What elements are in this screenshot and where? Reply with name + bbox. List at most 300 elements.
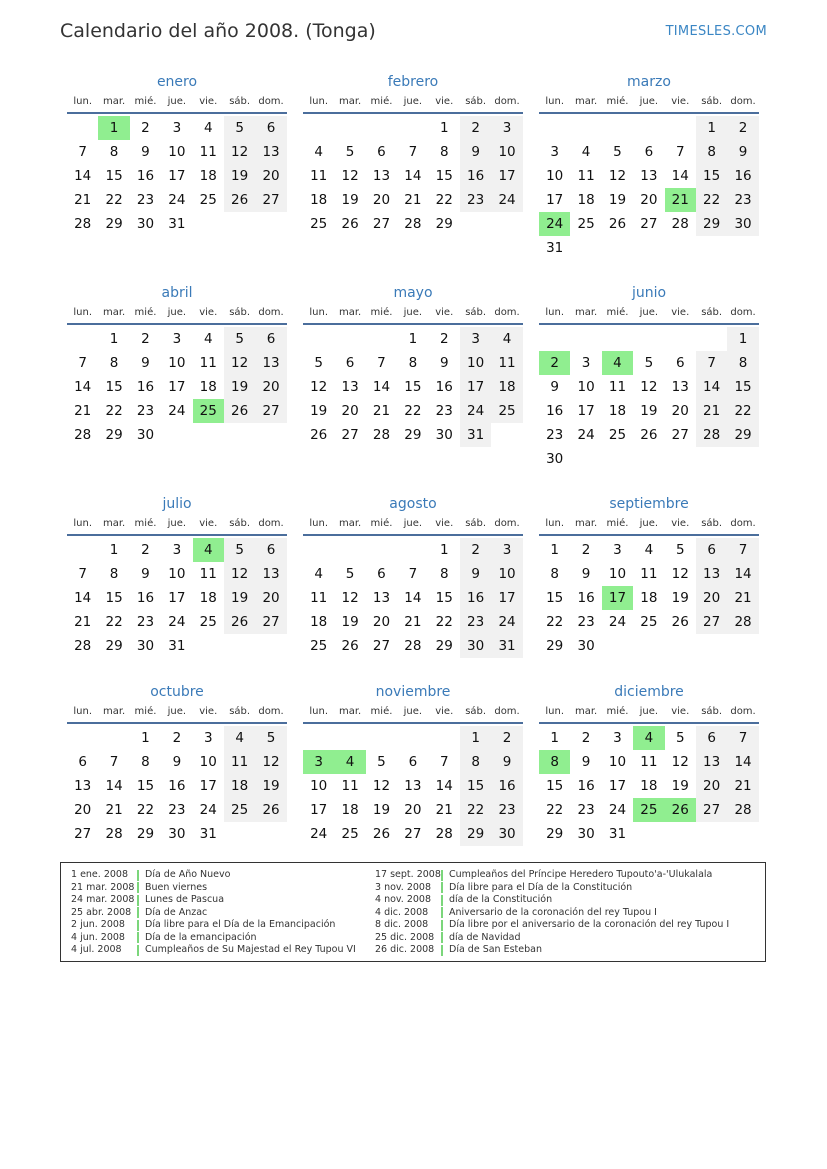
day-cell[interactable]: 26 [224,188,255,212]
day-cell[interactable]: 15 [546,590,564,606]
day-cell[interactable]: 16 [491,774,522,798]
day-cell[interactable]: 18 [341,802,359,818]
day-cell[interactable]: 9 [141,144,150,160]
day-cell[interactable]: 3 [203,730,213,746]
day-cell[interactable]: 1 [460,726,491,750]
day-cell[interactable]: 22 [460,798,491,822]
day-cell[interactable]: 18 [640,778,658,794]
day-cell[interactable]: 20 [671,403,689,419]
day-cell[interactable]: 16 [577,590,595,606]
day-cell[interactable]: 14 [74,590,92,606]
day-cell[interactable]: 16 [460,586,491,610]
day-cell[interactable]: 6 [255,538,286,562]
day-cell[interactable]: 24 [460,399,491,423]
day-cell[interactable]: 7 [377,355,386,371]
day-cell[interactable]: 14 [404,590,422,606]
day-cell[interactable]: 19 [341,192,359,208]
day-cell[interactable]: 18 [310,192,328,208]
day-cell[interactable]: 8 [727,351,758,375]
day-cell[interactable]: 16 [136,590,155,606]
day-cell[interactable]: 15 [727,375,758,399]
day-cell[interactable]: 22 [546,802,564,818]
day-cell[interactable]: 15 [435,590,453,606]
day-cell[interactable]: 19 [255,774,286,798]
day-cell[interactable]: 9 [172,754,182,770]
day-cell[interactable]: 21 [696,399,727,423]
day-cell[interactable]: 22 [136,802,155,818]
day-cell[interactable]: 6 [377,566,386,582]
day-cell[interactable]: 10 [310,778,328,794]
day-cell[interactable]: 15 [460,774,491,798]
holiday-day-cell[interactable]: 2 [539,351,570,375]
day-cell[interactable]: 30 [136,427,155,443]
day-cell[interactable]: 10 [577,379,595,395]
day-cell[interactable]: 15 [696,164,727,188]
day-cell[interactable]: 9 [439,355,449,371]
day-cell[interactable]: 18 [608,403,627,419]
day-cell[interactable]: 29 [105,427,123,443]
day-cell[interactable]: 18 [199,379,217,395]
day-cell[interactable]: 7 [78,355,87,371]
day-cell[interactable]: 26 [341,638,359,654]
day-cell[interactable]: 11 [577,168,595,184]
day-cell[interactable]: 24 [168,192,186,208]
day-cell[interactable]: 14 [727,750,758,774]
holiday-day-cell[interactable]: 1 [98,116,129,140]
day-cell[interactable]: 29 [546,826,564,842]
day-cell[interactable]: 30 [435,427,453,443]
day-cell[interactable]: 18 [640,590,658,606]
day-cell[interactable]: 23 [136,614,155,630]
holiday-day-cell[interactable]: 8 [539,750,570,774]
day-cell[interactable]: 23 [546,427,564,443]
holiday-day-cell[interactable]: 21 [665,188,696,212]
day-cell[interactable]: 6 [696,538,727,562]
day-cell[interactable]: 23 [491,798,522,822]
day-cell[interactable]: 18 [310,614,328,630]
day-cell[interactable]: 28 [404,216,422,232]
day-cell[interactable]: 25 [608,427,627,443]
day-cell[interactable]: 28 [105,826,123,842]
day-cell[interactable]: 29 [727,423,758,447]
day-cell[interactable]: 22 [105,192,123,208]
day-cell[interactable]: 10 [491,140,522,164]
day-cell[interactable]: 27 [404,826,422,842]
day-cell[interactable]: 6 [78,754,87,770]
day-cell[interactable]: 28 [404,638,422,654]
day-cell[interactable]: 18 [224,774,255,798]
day-cell[interactable]: 13 [255,140,286,164]
holiday-day-cell[interactable]: 25 [633,798,664,822]
day-cell[interactable]: 28 [727,798,758,822]
day-cell[interactable]: 23 [136,192,155,208]
day-cell[interactable]: 25 [224,798,255,822]
day-cell[interactable]: 11 [199,144,217,160]
day-cell[interactable]: 1 [141,730,150,746]
day-cell[interactable]: 30 [727,212,758,236]
day-cell[interactable]: 12 [608,168,627,184]
day-cell[interactable]: 2 [460,116,491,140]
day-cell[interactable]: 21 [74,614,92,630]
day-cell[interactable]: 8 [109,566,119,582]
day-cell[interactable]: 12 [224,351,255,375]
day-cell[interactable]: 1 [439,120,449,136]
day-cell[interactable]: 10 [546,168,564,184]
holiday-day-cell[interactable]: 4 [193,538,224,562]
day-cell[interactable]: 30 [577,638,595,654]
day-cell[interactable]: 27 [255,188,286,212]
day-cell[interactable]: 5 [644,355,654,371]
day-cell[interactable]: 27 [255,610,286,634]
day-cell[interactable]: 5 [613,144,622,160]
day-cell[interactable]: 30 [460,634,491,658]
day-cell[interactable]: 4 [581,144,591,160]
day-cell[interactable]: 12 [640,379,658,395]
day-cell[interactable]: 17 [491,164,522,188]
day-cell[interactable]: 19 [224,164,255,188]
day-cell[interactable]: 23 [168,802,186,818]
day-cell[interactable]: 8 [696,140,727,164]
day-cell[interactable]: 24 [608,802,627,818]
day-cell[interactable]: 15 [105,379,123,395]
day-cell[interactable]: 4 [203,120,213,136]
day-cell[interactable]: 12 [372,778,391,794]
day-cell[interactable]: 5 [345,566,355,582]
day-cell[interactable]: 20 [74,802,92,818]
day-cell[interactable]: 1 [727,327,758,351]
day-cell[interactable]: 13 [255,562,286,586]
day-cell[interactable]: 3 [460,327,491,351]
day-cell[interactable]: 11 [608,379,627,395]
day-cell[interactable]: 16 [136,379,155,395]
day-cell[interactable]: 8 [141,754,150,770]
day-cell[interactable]: 21 [372,403,391,419]
day-cell[interactable]: 10 [199,754,217,770]
day-cell[interactable]: 11 [640,754,658,770]
day-cell[interactable]: 31 [460,423,491,447]
day-cell[interactable]: 8 [109,355,119,371]
day-cell[interactable]: 27 [671,427,689,443]
day-cell[interactable]: 31 [199,826,217,842]
day-cell[interactable]: 19 [640,403,658,419]
day-cell[interactable]: 30 [546,451,564,467]
day-cell[interactable]: 25 [310,216,328,232]
holiday-day-cell[interactable]: 25 [193,399,224,423]
day-cell[interactable]: 15 [404,379,422,395]
day-cell[interactable]: 5 [345,144,355,160]
day-cell[interactable]: 9 [141,566,150,582]
day-cell[interactable]: 23 [577,614,595,630]
day-cell[interactable]: 10 [491,562,522,586]
day-cell[interactable]: 20 [640,192,658,208]
day-cell[interactable]: 7 [78,566,87,582]
day-cell[interactable]: 7 [439,754,449,770]
day-cell[interactable]: 27 [372,216,391,232]
day-cell[interactable]: 9 [550,379,559,395]
day-cell[interactable]: 6 [255,327,286,351]
day-cell[interactable]: 25 [199,192,217,208]
day-cell[interactable]: 29 [105,638,123,654]
day-cell[interactable]: 22 [546,614,564,630]
day-cell[interactable]: 17 [199,778,217,794]
day-cell[interactable]: 23 [577,802,595,818]
holiday-day-cell[interactable]: 4 [633,726,664,750]
day-cell[interactable]: 19 [224,586,255,610]
day-cell[interactable]: 21 [435,802,453,818]
day-cell[interactable]: 12 [341,168,359,184]
day-cell[interactable]: 5 [255,726,286,750]
day-cell[interactable]: 3 [613,730,622,746]
day-cell[interactable]: 20 [255,375,286,399]
day-cell[interactable]: 16 [435,379,453,395]
day-cell[interactable]: 25 [640,614,658,630]
day-cell[interactable]: 22 [435,192,453,208]
day-cell[interactable]: 21 [74,403,92,419]
day-cell[interactable]: 7 [408,566,418,582]
day-cell[interactable]: 1 [550,542,559,558]
day-cell[interactable]: 17 [546,192,564,208]
day-cell[interactable]: 9 [581,566,591,582]
day-cell[interactable]: 26 [640,427,658,443]
day-cell[interactable]: 26 [224,399,255,423]
day-cell[interactable]: 1 [408,331,418,347]
day-cell[interactable]: 26 [608,216,627,232]
day-cell[interactable]: 18 [199,168,217,184]
day-cell[interactable]: 27 [341,427,359,443]
day-cell[interactable]: 22 [105,614,123,630]
day-cell[interactable]: 15 [136,778,155,794]
day-cell[interactable]: 24 [168,403,186,419]
day-cell[interactable]: 14 [74,379,92,395]
day-cell[interactable]: 12 [310,379,328,395]
day-cell[interactable]: 18 [577,192,595,208]
day-cell[interactable]: 16 [546,403,564,419]
day-cell[interactable]: 8 [550,566,559,582]
day-cell[interactable]: 14 [404,168,422,184]
day-cell[interactable]: 24 [577,427,595,443]
day-cell[interactable]: 26 [372,826,391,842]
day-cell[interactable]: 23 [460,610,491,634]
day-cell[interactable]: 27 [74,826,92,842]
day-cell[interactable]: 5 [377,754,386,770]
day-cell[interactable]: 29 [136,826,155,842]
day-cell[interactable]: 15 [435,168,453,184]
day-cell[interactable]: 4 [491,327,522,351]
day-cell[interactable]: 23 [727,188,758,212]
day-cell[interactable]: 14 [372,379,391,395]
day-cell[interactable]: 28 [372,427,391,443]
day-cell[interactable]: 19 [341,614,359,630]
day-cell[interactable]: 28 [74,216,92,232]
day-cell[interactable]: 7 [408,144,418,160]
day-cell[interactable]: 11 [640,566,658,582]
day-cell[interactable]: 3 [491,116,522,140]
holiday-day-cell[interactable]: 17 [602,586,633,610]
brand-logo-link[interactable]: TIMESLES.COM [665,24,767,39]
day-cell[interactable]: 1 [550,730,559,746]
day-cell[interactable]: 13 [341,379,359,395]
day-cell[interactable]: 25 [199,614,217,630]
day-cell[interactable]: 2 [581,730,591,746]
day-cell[interactable]: 2 [172,730,182,746]
day-cell[interactable]: 29 [546,638,564,654]
day-cell[interactable]: 4 [314,566,323,582]
day-cell[interactable]: 22 [435,614,453,630]
day-cell[interactable]: 28 [74,638,92,654]
day-cell[interactable]: 19 [671,778,689,794]
day-cell[interactable]: 4 [203,331,213,347]
day-cell[interactable]: 6 [255,116,286,140]
holiday-day-cell[interactable]: 26 [665,798,696,822]
day-cell[interactable]: 2 [439,331,449,347]
day-cell[interactable]: 20 [372,192,391,208]
day-cell[interactable]: 14 [435,778,453,794]
day-cell[interactable]: 26 [255,798,286,822]
day-cell[interactable]: 2 [141,331,150,347]
day-cell[interactable]: 2 [141,120,150,136]
day-cell[interactable]: 20 [696,586,727,610]
day-cell[interactable]: 4 [224,726,255,750]
day-cell[interactable]: 29 [460,822,491,846]
day-cell[interactable]: 19 [372,802,391,818]
day-cell[interactable]: 19 [310,403,328,419]
day-cell[interactable]: 29 [435,216,453,232]
day-cell[interactable]: 20 [372,614,391,630]
day-cell[interactable]: 12 [671,754,689,770]
day-cell[interactable]: 12 [341,590,359,606]
day-cell[interactable]: 16 [727,164,758,188]
day-cell[interactable]: 10 [168,144,186,160]
holiday-day-cell[interactable]: 3 [303,750,334,774]
day-cell[interactable]: 2 [491,726,522,750]
day-cell[interactable]: 7 [727,726,758,750]
day-cell[interactable]: 6 [408,754,418,770]
day-cell[interactable]: 30 [168,826,186,842]
day-cell[interactable]: 14 [727,562,758,586]
day-cell[interactable]: 22 [404,403,422,419]
day-cell[interactable]: 19 [608,192,627,208]
day-cell[interactable]: 6 [675,355,685,371]
day-cell[interactable]: 10 [168,566,186,582]
day-cell[interactable]: 6 [644,144,654,160]
day-cell[interactable]: 22 [727,399,758,423]
day-cell[interactable]: 19 [224,375,255,399]
day-cell[interactable]: 17 [310,802,328,818]
day-cell[interactable]: 13 [255,351,286,375]
day-cell[interactable]: 18 [199,590,217,606]
day-cell[interactable]: 1 [109,331,119,347]
day-cell[interactable]: 1 [109,542,119,558]
day-cell[interactable]: 11 [341,778,359,794]
day-cell[interactable]: 8 [109,144,119,160]
day-cell[interactable]: 20 [255,164,286,188]
day-cell[interactable]: 1 [696,116,727,140]
day-cell[interactable]: 14 [74,168,92,184]
day-cell[interactable]: 3 [550,144,559,160]
day-cell[interactable]: 2 [141,542,150,558]
day-cell[interactable]: 21 [74,192,92,208]
day-cell[interactable]: 22 [105,403,123,419]
day-cell[interactable]: 8 [408,355,418,371]
day-cell[interactable]: 16 [168,778,186,794]
day-cell[interactable]: 8 [439,566,449,582]
day-cell[interactable]: 19 [671,590,689,606]
day-cell[interactable]: 6 [345,355,355,371]
day-cell[interactable]: 28 [671,216,689,232]
day-cell[interactable]: 9 [491,750,522,774]
day-cell[interactable]: 24 [310,826,328,842]
day-cell[interactable]: 2 [460,538,491,562]
day-cell[interactable]: 25 [310,638,328,654]
day-cell[interactable]: 23 [460,188,491,212]
day-cell[interactable]: 12 [671,566,689,582]
day-cell[interactable]: 11 [491,351,522,375]
day-cell[interactable]: 13 [404,778,422,794]
day-cell[interactable]: 25 [491,399,522,423]
day-cell[interactable]: 13 [696,562,727,586]
day-cell[interactable]: 5 [675,730,685,746]
day-cell[interactable]: 5 [224,116,255,140]
day-cell[interactable]: 7 [675,144,685,160]
day-cell[interactable]: 3 [613,542,622,558]
day-cell[interactable]: 5 [314,355,323,371]
day-cell[interactable]: 23 [435,403,453,419]
day-cell[interactable]: 3 [172,542,182,558]
day-cell[interactable]: 13 [372,590,391,606]
day-cell[interactable]: 13 [372,168,391,184]
day-cell[interactable]: 27 [696,610,727,634]
day-cell[interactable]: 30 [491,822,522,846]
day-cell[interactable]: 12 [255,750,286,774]
day-cell[interactable]: 9 [141,355,150,371]
day-cell[interactable]: 17 [168,379,186,395]
day-cell[interactable]: 12 [224,140,255,164]
day-cell[interactable]: 10 [608,566,627,582]
day-cell[interactable]: 16 [460,164,491,188]
day-cell[interactable]: 15 [546,778,564,794]
day-cell[interactable]: 3 [491,538,522,562]
day-cell[interactable]: 8 [439,144,449,160]
day-cell[interactable]: 11 [199,355,217,371]
day-cell[interactable]: 17 [577,403,595,419]
day-cell[interactable]: 15 [105,168,123,184]
day-cell[interactable]: 27 [640,216,658,232]
day-cell[interactable]: 17 [608,778,627,794]
day-cell[interactable]: 11 [224,750,255,774]
day-cell[interactable]: 10 [168,355,186,371]
day-cell[interactable]: 14 [696,375,727,399]
day-cell[interactable]: 31 [546,240,564,256]
day-cell[interactable]: 6 [377,144,386,160]
day-cell[interactable]: 30 [136,638,155,654]
day-cell[interactable]: 31 [168,216,186,232]
day-cell[interactable]: 20 [341,403,359,419]
day-cell[interactable]: 27 [696,798,727,822]
day-cell[interactable]: 21 [404,192,422,208]
day-cell[interactable]: 2 [581,542,591,558]
day-cell[interactable]: 7 [696,351,727,375]
day-cell[interactable]: 9 [460,562,491,586]
day-cell[interactable]: 13 [696,750,727,774]
day-cell[interactable]: 31 [168,638,186,654]
day-cell[interactable]: 15 [105,590,123,606]
day-cell[interactable]: 5 [224,538,255,562]
day-cell[interactable]: 28 [435,826,453,842]
day-cell[interactable]: 17 [168,168,186,184]
day-cell[interactable]: 25 [577,216,595,232]
day-cell[interactable]: 24 [168,614,186,630]
day-cell[interactable]: 27 [255,399,286,423]
